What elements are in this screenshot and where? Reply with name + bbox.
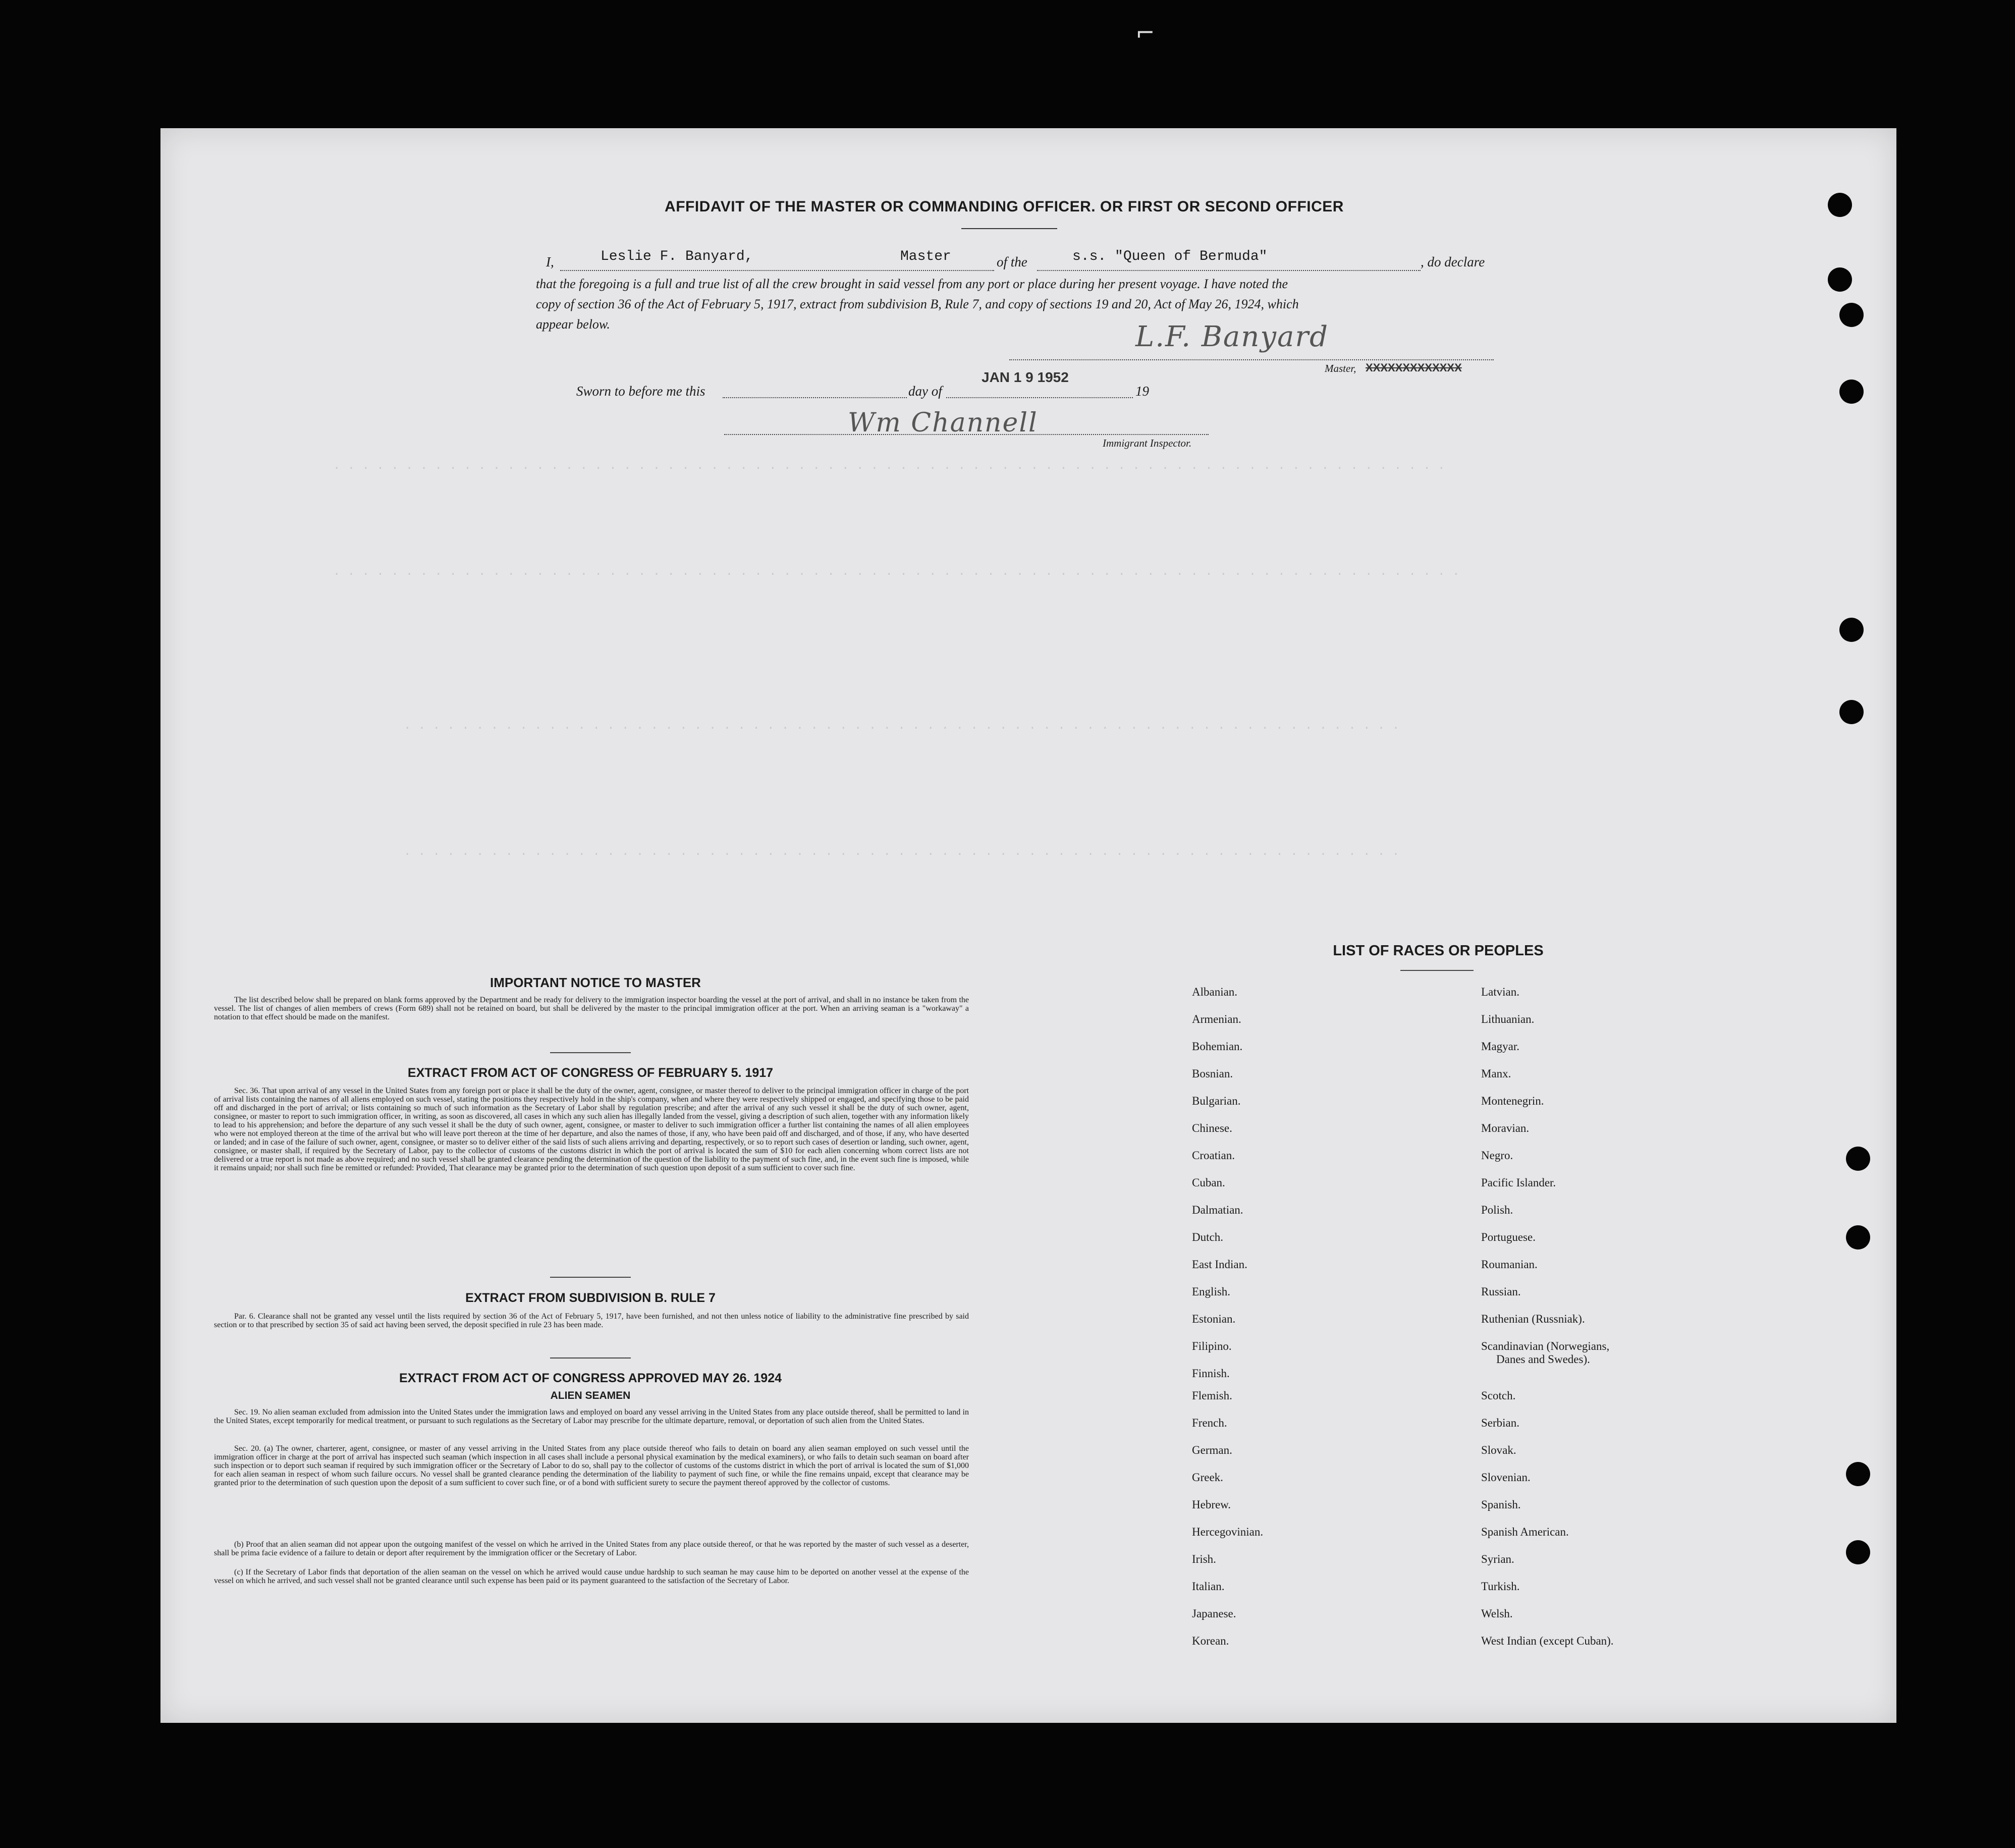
punch-hole-icon — [1839, 700, 1864, 724]
race-item: Latvian. — [1481, 986, 1519, 998]
race-item: Spanish American. — [1481, 1526, 1569, 1538]
punch-hole-icon — [1839, 303, 1864, 327]
affidavit-line-2: that the foregoing is a full and true list of all the crew brought in said vessel from any port or place during her present voyage. I have noted the — [536, 277, 1288, 291]
race-item: Polish. — [1481, 1204, 1513, 1216]
race-item: Ruthenian (Russniak). — [1481, 1313, 1585, 1325]
extract-rule7-text: Par. 6. Clearance shall not be granted any vessel until the lists required by section 36 of the Act of February 5, 1917, have been furnished, and not then unless notice of liability to the administrative fine prescribed by said section or to that prescribed by section 35 of said act having been served, the deposit specified in rule 23 has been made. — [214, 1312, 969, 1329]
race-item: Hebrew. — [1192, 1498, 1231, 1511]
extract-rule7-divider — [550, 1357, 631, 1358]
bleed-through-texture: · · · · · · · · · · · · · · · · · · · · · · · · · · · · · · · · · · · · · · · · · · · · · · · · · · · · · · · · · · · · · · · · · · · · · · · · · · · · · — [333, 462, 1445, 475]
year-19-label: 19 — [1135, 384, 1149, 399]
race-item: Serbian. — [1481, 1417, 1520, 1429]
race-item: Moravian. — [1481, 1122, 1530, 1134]
race-item: Greek. — [1192, 1471, 1223, 1484]
race-item: West Indian (except Cuban). — [1481, 1635, 1614, 1647]
races-divider — [1400, 970, 1474, 971]
notice-title: IMPORTANT NOTICE TO MASTER — [490, 975, 701, 990]
master-signature-line — [1009, 359, 1494, 360]
race-item: Lithuanian. — [1481, 1013, 1535, 1025]
race-item: Slovak. — [1481, 1444, 1516, 1456]
races-title: LIST OF RACES OR PEOPLES — [1333, 943, 1544, 959]
race-item: Magyar. — [1481, 1040, 1520, 1053]
race-item: French. — [1192, 1417, 1227, 1429]
race-item: Syrian. — [1481, 1553, 1514, 1565]
punch-hole-icon — [1846, 1225, 1870, 1249]
punch-hole-icon — [1839, 379, 1864, 404]
race-item: Dutch. — [1192, 1231, 1223, 1243]
notice-text: The list described below shall be prepared on blank forms approved by the Department and be ready for delivery to the immigration inspector boarding the vessel at the port of arrival, and shall in no instance be taken from the vessel. The list of changes of alien members of crews (Form 689) shall not be retained on board, but shall be delivered by the master to the principal immigration officer at the port. When an arriving seaman is a "workaway" a notation to that effect should be made on the manifest. — [214, 996, 969, 1021]
race-item: Hercegovinian. — [1192, 1526, 1264, 1538]
race-item: Flemish. — [1192, 1389, 1232, 1402]
race-item: German. — [1192, 1444, 1232, 1456]
race-item: Chinese. — [1192, 1122, 1232, 1134]
race-item: Estonian. — [1192, 1313, 1236, 1325]
race-item: Finnish. — [1192, 1367, 1230, 1380]
master-struck-text: XXXXXXXXXXXXX — [1366, 361, 1462, 374]
bleed-through-texture: · · · · · · · · · · · · · · · · · · · · · · · · · · · · · · · · · · · · · · · · · · · · · · · · · · · · · · · · · · · · · · · · · · · · · — [404, 848, 1400, 861]
of-the-label: of the — [997, 254, 1027, 269]
race-item: Japanese. — [1192, 1607, 1236, 1620]
race-item: Cuban. — [1192, 1176, 1225, 1189]
affidavit-line-4: appear below. — [536, 317, 610, 332]
punch-hole-icon — [1828, 193, 1852, 217]
race-item: Irish. — [1192, 1553, 1216, 1565]
race-item: Spanish. — [1481, 1498, 1521, 1511]
master-rank: Master — [900, 249, 951, 264]
extract-1917-title: EXTRACT FROM ACT OF CONGRESS OF FEBRUARY 5. 1917 — [407, 1066, 774, 1080]
affidavit-line-3: copy of section 36 of the Act of February 5, 1917, extract from subdivision B, Rule 7, and copy of sections 19 and 20, Act of May 26, 1924, which — [536, 297, 1299, 311]
race-item: Turkish. — [1481, 1580, 1520, 1593]
punch-hole-icon — [1846, 1462, 1870, 1486]
race-item: English. — [1192, 1285, 1231, 1298]
vessel-field-line — [1037, 270, 1421, 271]
race-item: Dalmatian. — [1192, 1204, 1243, 1216]
day-of-label: day of — [908, 384, 942, 399]
extract-1917-text: Sec. 36. That upon arrival of any vessel in the United States from any foreign port or place it shall be the duty of the owner, agent, consignee, or master thereof to deliver to the principal immigration officer in charge of the port of arrival lists containing the names of all aliens employed on such vessel, stating the positions they respectively hold in the ship's company, when and where they were respectively shipped or engaged, and specifying those to be paid off and discharged in the port of arrival; or lists containing so much of such information as the Secretary of Labor shall by regulation prescribe; and after the arrival of any such vessel it shall be the duty of such owner, agent, consignee, or master to report to such immigration officer, in writing, as soon as discovered, all cases in which any such alien has illegally landed from the vessel, giving a description of such alien, together with any information likely to lead to his apprehension; and before the departure of any such vessel it shall be the duty of such owner, agent, consignee, or master to deliver to such immigration officer a further list containing the names of all alien employees who were not employed thereon at the time of the arrival but who will leave port thereon at the time of her departure, and also the names of those, if any, who have been paid off and discharged, and of those, if any, who have deserted or landed; and in case of the failure of such owner, agent, consignee, or master so to deliver either of the said lists of such aliens arriving and departing, respectively, or so to report such cases of desertion or landing, such owner, agent, consignee, or master shall, if required by the Secretary of Labor, pay to the collector of customs of the customs district in which the port of arrival is located the sum of $10 for each alien concerning whom correct lists are not delivered or a true report is not made as above required; and no such vessel shall be granted clearance pending the determination of the question of the liability to the payment of such fine, and, in the event such fine is imposed, while it remains unpaid; nor shall such fine be remitted or refunded: Provided, That clearance may be granted prior to the determination of such question upon deposit of a sum sufficient to cover such fine. — [214, 1086, 969, 1172]
race-item: Danes and Swedes). — [1496, 1353, 1590, 1366]
declare-label: , do declare — [1421, 254, 1485, 269]
vessel-name: s.s. "Queen of Bermuda" — [1072, 249, 1268, 264]
master-label: Master, — [1325, 362, 1356, 374]
sworn-date-stamp: JAN 1 9 1952 — [982, 369, 1069, 385]
extract-1924-sec20c: (c) If the Secretary of Labor finds that deportation of the alien seaman on the vessel on which he arrived would cause undue hardship to such seaman he may cause him to be deported on another vessel at the expense of the vessel on which he arrived, and such vessel shall not be granted clearance until such expense has been paid or its payment guaranteed to the satisfaction of the Secretary of Labor. — [214, 1568, 969, 1585]
inspector-signature: Wm Channell — [848, 408, 1038, 438]
race-item: Roumanian. — [1481, 1258, 1538, 1271]
race-item: Bulgarian. — [1192, 1095, 1241, 1107]
title-underline — [961, 228, 1057, 229]
race-item: Italian. — [1192, 1580, 1225, 1593]
race-item: Armenian. — [1192, 1013, 1241, 1025]
race-item: Portuguese. — [1481, 1231, 1536, 1243]
extract-1924-subtitle: ALIEN SEAMEN — [550, 1390, 631, 1401]
race-item: Slovenian. — [1481, 1471, 1531, 1484]
name-field-line — [560, 270, 994, 271]
race-item: Pacific Islander. — [1481, 1176, 1556, 1189]
sworn-label: Sworn to before me this — [576, 384, 705, 399]
race-item: Filipino. — [1192, 1340, 1232, 1352]
punch-hole-icon — [1846, 1147, 1870, 1171]
race-item: Manx. — [1481, 1067, 1511, 1080]
affidavit-i-label: I, — [546, 254, 554, 269]
punch-hole-icon — [1839, 618, 1864, 642]
inspector-label: Immigrant Inspector. — [1103, 437, 1192, 449]
corner-mark-icon: ⌐ — [1135, 19, 1155, 46]
extract-rule7-title: EXTRACT FROM SUBDIVISION B. RULE 7 — [465, 1291, 716, 1305]
inspector-signature-line — [724, 434, 1209, 435]
race-item: Bosnian. — [1192, 1067, 1233, 1080]
affidavit-title: AFFIDAVIT OF THE MASTER OR COMMANDING OFFICER. OR FIRST OR SECOND OFFICER — [665, 198, 1344, 215]
race-item: Albanian. — [1192, 986, 1238, 998]
extract-1917-divider — [550, 1277, 631, 1278]
sworn-month-line — [946, 397, 1133, 398]
bleed-through-texture: · · · · · · · · · · · · · · · · · · · · · · · · · · · · · · · · · · · · · · · · · · · · · · · · · · · · · · · · · · · · · · · · · · · · · · · · · · · · · · — [333, 568, 1460, 581]
race-item: Welsh. — [1481, 1607, 1513, 1620]
race-item: Bohemian. — [1192, 1040, 1243, 1053]
race-item: East Indian. — [1192, 1258, 1247, 1271]
race-item: Scandinavian (Norwegians, — [1481, 1340, 1610, 1352]
master-signature: L.F. Banyard — [1135, 320, 1329, 353]
race-item: Negro. — [1481, 1149, 1513, 1162]
extract-1924-sec20b: (b) Proof that an alien seaman did not appear upon the outgoing manifest of the vessel on which he arrived in the United States from any place outside thereof, or that he was reported by the master of such vessel as a deserter, shall be prima facie evidence of a failure to detain or deport after requirement by the immigration officer or the Secretary of Labor. — [214, 1540, 969, 1557]
race-item: Scotch. — [1481, 1389, 1516, 1402]
notice-divider — [550, 1052, 631, 1053]
extract-1924-sec19: Sec. 19. No alien seaman excluded from admission into the United States under the immigration laws and employed on board any vessel arriving in the United States from any place outside thereof, shall be permitted to land in the United States, except temporarily for medical treatment, or pursuant to such regulations as the Secretary of Labor may prescribe for the ultimate departure, removal, or deportation of such alien from the United States. — [214, 1408, 969, 1425]
punch-hole-icon — [1828, 267, 1852, 292]
race-item: Russian. — [1481, 1285, 1521, 1298]
extract-1924-title: EXTRACT FROM ACT OF CONGRESS APPROVED MAY 26. 1924 — [399, 1371, 782, 1385]
sworn-day-line — [723, 397, 907, 398]
bleed-through-texture: · · · · · · · · · · · · · · · · · · · · · · · · · · · · · · · · · · · · · · · · · · · · · · · · · · · · · · · · · · · · · · · · · · · · · — [404, 722, 1400, 735]
race-item: Montenegrin. — [1481, 1095, 1544, 1107]
race-item: Croatian. — [1192, 1149, 1235, 1162]
race-item: Korean. — [1192, 1635, 1229, 1647]
master-name: Leslie F. Banyard, — [601, 249, 753, 264]
extract-1924-sec20a: Sec. 20. (a) The owner, charterer, agent, consignee, or master of any vessel arriving in the United States from any place outside thereof who fails to detain on board any alien seaman employed on such vessel until the immigration officer in charge at the port of arrival has inspected such seaman (which inspection in all cases shall include a personal physical examination by the medical examiners), or who fails to detain such seaman on board after such inspection or to deport such seaman if required by such immigration officer or the Secretary of Labor to do so, shall pay to the collector of customs of the customs district in which the port of arrival is located the sum of $1,000 for each alien seaman in respect of whom such failure occurs. No vessel shall be granted clearance pending the determination of the liability to payment of such fine, or while the fine remains unpaid, except that clearance may be granted prior to the determination of such question upon the deposit of a sum sufficient to cover such fine, or of a bond with sufficient surety to secure the payment thereof approved by the collector of customs. — [214, 1444, 969, 1487]
punch-hole-icon — [1846, 1540, 1870, 1564]
